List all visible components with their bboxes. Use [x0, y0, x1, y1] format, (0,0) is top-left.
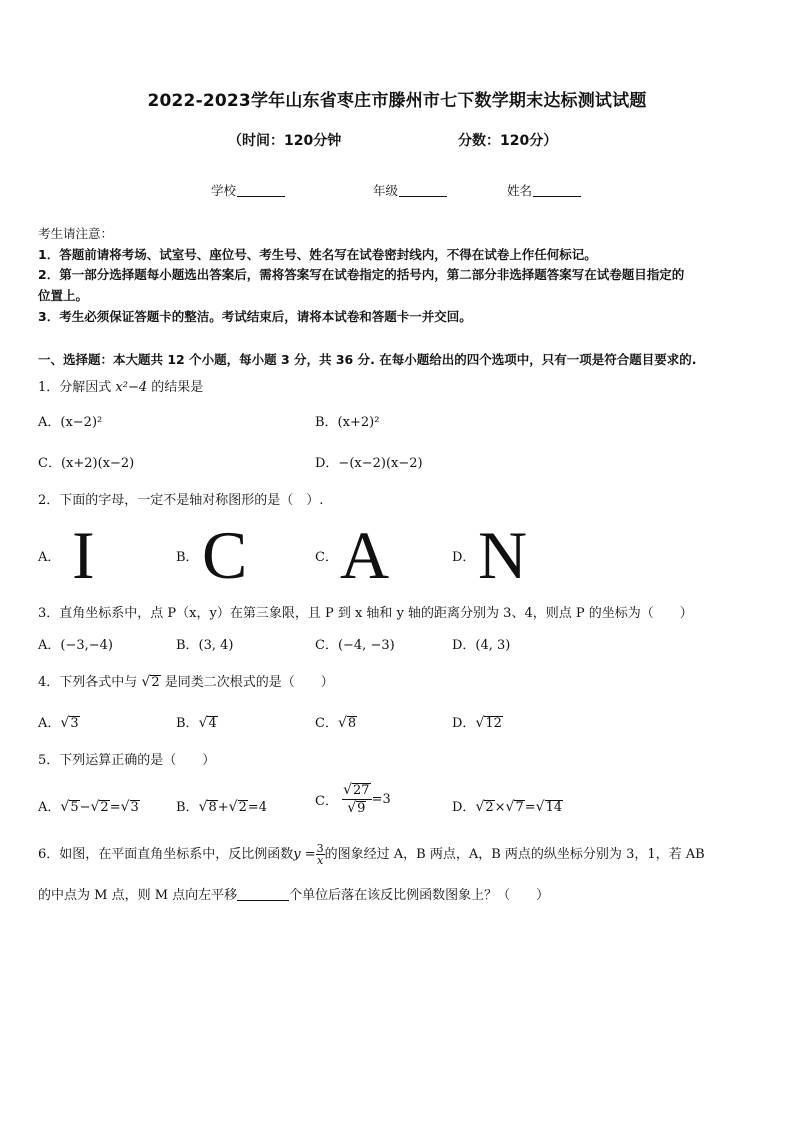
exam-time: （时间：120分钟: [228, 133, 342, 149]
q6-fraction: [316, 843, 325, 866]
name-field[interactable]: [507, 181, 581, 199]
q4-radicand-d: 12: [485, 716, 502, 731]
q5-option-d[interactable]: [452, 796, 563, 815]
q3-option-d[interactable]: D．(4, 3): [452, 638, 511, 653]
q6-stem-cont: 的图象经过 A，B 两点，A，B 两点的纵坐标分别为 3，1，若 AB: [324, 847, 705, 862]
q2-label-a[interactable]: A．: [38, 550, 61, 565]
section-heading: 一、选择题：本大题共 12 个小题，每小题 3 分，共 36 分. 在每小题给出的四个选项中，只有一项是符合题目要求的.: [38, 352, 697, 367]
q4-radicand-a: 3: [70, 716, 79, 731]
q5-option-b[interactable]: [176, 796, 267, 815]
letter-a-image: A: [340, 517, 390, 593]
q6-answer-blank[interactable]: [237, 888, 289, 901]
radical-icon: √: [505, 799, 515, 815]
radical-icon: √: [535, 799, 545, 815]
radical-icon: √: [347, 800, 357, 816]
q3-option-c[interactable]: C．(−4, −3): [315, 638, 395, 653]
q6-stem-line2: 的中点为 M 点，则 M 点向左平移: [38, 888, 238, 903]
q5-label-b: B．: [176, 800, 199, 815]
q6-numerator: 3: [316, 842, 324, 855]
question-2: 2．下面的字母，一定不是轴对称图形的是（ ）.: [38, 493, 324, 508]
q1-option-a[interactable]: A．(x−2)²: [38, 415, 103, 430]
letter-n-image: N: [478, 517, 528, 593]
radical-icon: √: [343, 782, 353, 798]
q5d-radicand-3: 14: [545, 800, 563, 815]
q5-option-a[interactable]: [38, 796, 140, 815]
q5a-radicand-3: 3: [130, 800, 139, 815]
notice-item: 3．考生必须保证答题卡的整洁。考试结束后，请将本试卷和答题卡一并交回。: [38, 309, 472, 324]
question-4: [38, 671, 334, 690]
q1-stem-end: 的结果是: [151, 380, 204, 395]
name-blank[interactable]: [533, 184, 581, 197]
q2-label-b[interactable]: B．: [176, 550, 199, 565]
q4-option-b[interactable]: [176, 712, 218, 731]
notice-item: 位置上。: [38, 288, 89, 303]
grade-label: 年级: [373, 183, 399, 198]
q1-expression: x²−4: [115, 380, 148, 395]
q5b-radicand-1: 8: [208, 800, 217, 815]
q4-radicand-b: 4: [208, 716, 217, 731]
q2-label-c[interactable]: C．: [315, 550, 338, 565]
q4-option-a[interactable]: [38, 712, 80, 731]
q1-option-b[interactable]: B．(x+2)²: [315, 415, 380, 430]
q5c-radicand-bottom: 9: [357, 801, 366, 816]
question-6-line-1: [38, 843, 705, 866]
q4-stem: 4．下列各式中与: [38, 675, 138, 690]
q4-option-c[interactable]: [315, 712, 357, 731]
letter-c-image: C: [202, 517, 248, 593]
grade-blank[interactable]: [399, 184, 447, 197]
notice-item: 1．答题前请将考场、试室号、座位号、考生号、姓名写在试卷密封线内，不得在试卷上作任何标记。: [38, 247, 597, 262]
q5c-denominator: [342, 800, 371, 817]
radical-icon: √: [198, 715, 208, 731]
q3-option-b[interactable]: B．(3, 4): [176, 638, 234, 653]
q5c-radicand-top: 27: [353, 783, 370, 798]
school-label: 学校: [211, 183, 237, 198]
q4-label-d: D．: [452, 716, 476, 731]
q1-option-d[interactable]: D．−(x−2)(x−2): [315, 456, 423, 471]
name-label: 姓名: [507, 183, 533, 198]
radical-icon: √: [475, 715, 485, 731]
q5c-numerator: [342, 782, 371, 800]
q5-label-d: D．: [452, 800, 476, 815]
radical-icon: √: [475, 799, 485, 815]
q4-label-c: C．: [315, 716, 338, 731]
q4-label-a: A．: [38, 716, 61, 731]
radical-icon: √: [60, 799, 70, 815]
radical-icon: √: [120, 799, 130, 815]
q4-radicand: 2: [151, 675, 160, 690]
q5-label-c: C．: [315, 794, 338, 809]
q5b-radicand-2: 2: [238, 800, 247, 815]
q4-label-b: B．: [176, 716, 199, 731]
q1-option-c[interactable]: C．(x+2)(x−2): [38, 456, 135, 471]
q5c-fraction: [342, 782, 371, 817]
q2-label-d[interactable]: D．: [452, 550, 476, 565]
radical-icon: √: [337, 715, 347, 731]
q1-stem: 1．分解因式: [38, 380, 112, 395]
school-blank[interactable]: [237, 184, 285, 197]
notice-item: 2．第一部分选择题每小题选出答案后，需将答案写在试卷指定的括号内，第二部分非选择题答案写在试卷题目指定的: [38, 267, 685, 282]
q5a-eq: =: [109, 800, 121, 815]
q5d-eq: =: [524, 800, 536, 815]
q5a-op: −: [79, 800, 91, 815]
q5-label-a: A．: [38, 800, 61, 815]
q3-option-a[interactable]: A．(−3,−4): [38, 638, 113, 653]
radical-icon: √: [90, 799, 100, 815]
grade-field[interactable]: [373, 181, 447, 199]
q6-stem: 6．如图，在平面直角坐标系中，反比例函数: [38, 847, 294, 862]
q5d-radicand-1: 2: [485, 800, 494, 815]
question-6-line-2: [38, 884, 549, 903]
q5a-radicand-1: 5: [70, 800, 79, 815]
q6-stem-end: 个单位后落在该反比例函数图象上？（ ）: [289, 888, 550, 903]
radical-icon: √: [228, 799, 238, 815]
exam-score: 分数：120分）: [458, 133, 558, 149]
q5-option-c[interactable]: [315, 782, 391, 817]
q5d-radicand-2: 7: [515, 800, 524, 815]
q4-stem-end: 是同类二次根式的是（ ）: [164, 675, 334, 690]
q6-func-lhs: y =: [293, 847, 316, 862]
q4-radicand-c: 8: [347, 716, 357, 731]
radical-icon: √: [141, 674, 151, 690]
question-3: 3．直角坐标系中，点 P（x，y）在第三象限，且 P 到 x 轴和 y 轴的距离分别为 3、4，则点 P 的坐标为（ ）: [38, 606, 693, 621]
question-1: [38, 376, 203, 395]
q5a-radicand-2: 2: [100, 800, 109, 815]
q6-denominator: x: [317, 854, 324, 867]
school-field[interactable]: [211, 181, 285, 199]
radical-icon: √: [60, 715, 70, 731]
question-5: 5．下列运算正确的是（ ）: [38, 753, 216, 768]
q5c-result: =3: [371, 792, 391, 807]
q5d-op: ×: [494, 800, 506, 815]
page-title: 2022-2023学年山东省枣庄市滕州市七下数学期末达标测试试题: [147, 91, 647, 111]
q5b-op: +: [217, 800, 229, 815]
q4-option-d[interactable]: [452, 712, 503, 731]
notice-heading: 考生请注意：: [38, 226, 114, 241]
q5b-result: =4: [247, 800, 268, 815]
radical-icon: √: [198, 799, 208, 815]
letter-i-image: I: [72, 517, 95, 593]
